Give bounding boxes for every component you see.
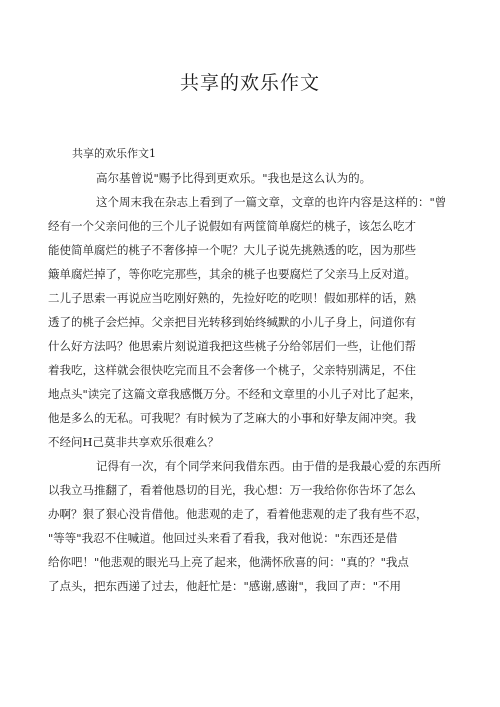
paragraph-line: 簸单腐烂掉了，等你吃完那些，其余的桃子也要腐烂了父亲马上反对道。 <box>48 267 416 281</box>
paragraph-1 <box>72 166 432 190</box>
paragraph-line: 这个周末我在杂志上看到了一篇文章，文章的也许内容是这样的："曾 <box>96 195 447 209</box>
document-body <box>48 142 447 598</box>
paragraph-3 <box>48 454 441 598</box>
paragraph-line: 地点头"读完了这篇文章我感慨万分。不经和文章里的小儿子对比了起来， <box>48 387 422 401</box>
paragraph-2 <box>48 190 447 454</box>
section-heading: 共享的欢乐作文1 <box>72 147 156 160</box>
paragraph-line: 他是多么的无私。可我呢？有时候为了芝麻大的小事和好挚友闹冲突。我 <box>48 411 416 425</box>
paragraph-line: 办啊？狠了狠心没肯借他。他悲观的走了，看着他悲观的走了我有些不忍， <box>48 507 428 521</box>
paragraph-line: 什么好方法吗？他思索片刻说道我把这些桃子分给邻居们一些，让他们帮 <box>48 339 416 353</box>
paragraph-line: 以我立马推翻了，看着他恳切的目光，我心想：万一我给你你告坏了怎么 <box>48 483 416 497</box>
paragraph-line: 记得有一次，有个同学来问我借东西。由于借的是我最心爱的东西所 <box>96 459 441 473</box>
paragraph-line: "等等"我忍不住喊道。他回过头来看了看我，我对他说："东西还是借 <box>48 531 398 545</box>
document-title: 共享的欢乐作文 <box>179 72 320 94</box>
paragraph-line: 透了的桃子会烂掉。父亲把目光转移到始终缄默的小儿子身上，问道你有 <box>48 315 416 329</box>
paragraph-line: 经有一个父亲问他的三个儿子说假如有两筐简单腐烂的桃子，该怎么吃才 <box>48 219 416 233</box>
paragraph-line: 不经问H己莫非共享欢乐很难么？ <box>48 435 220 449</box>
paragraph-line: 能使简单腐烂的桃子不奢侈掉一个呢？大儿子说先挑熟透的吃，因为那些 <box>48 243 416 257</box>
paragraph-line: 二儿子思索一再说应当吃刚好熟的，先捡好吃的吃呗！假如那样的话，熟 <box>48 291 416 305</box>
paragraph-line: 了点头，把东西递了过去，他赶忙是："感谢,感谢"，我回了声："不用 <box>48 579 402 593</box>
paragraph-line: 高尔基曾说"赐予比得到更欢乐。"我也是这么认为的。 <box>96 171 372 185</box>
paragraph-line: 给你吧！"他悲观的眼光马上亮了起来，他满怀欣喜的问："真的？"我点 <box>48 555 409 569</box>
paragraph-line: 着我吃，这样就会很快吃完而且不会奢侈一个桃子，父亲特别满足，不住 <box>48 363 416 377</box>
